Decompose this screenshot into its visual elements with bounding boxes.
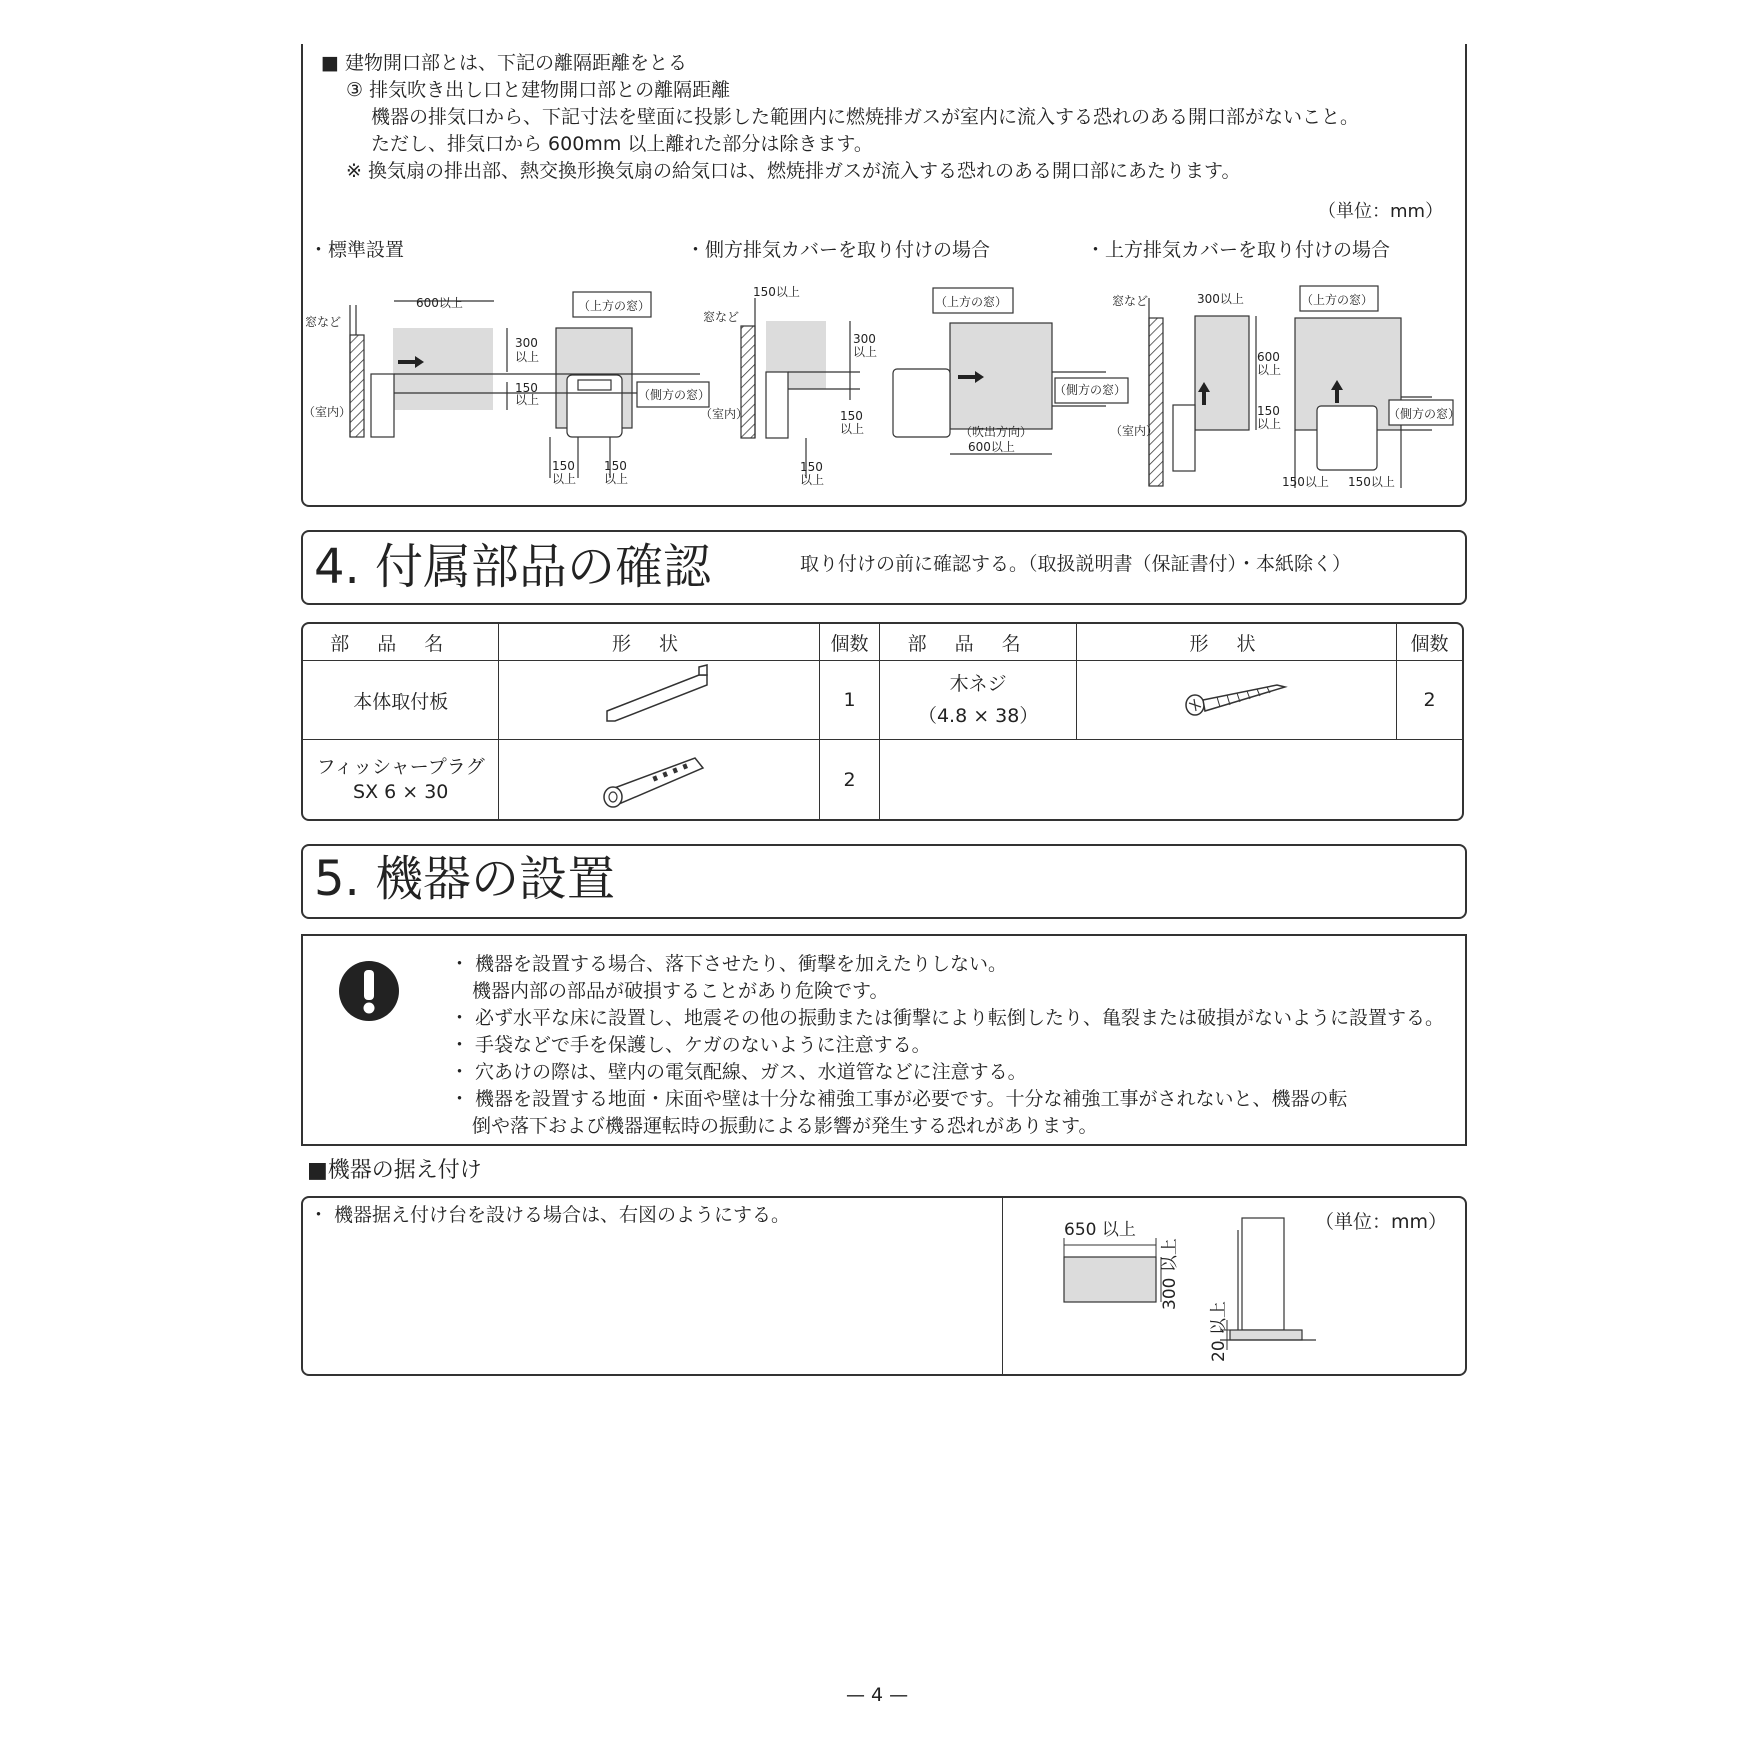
mount-text: ・ 機器据え付け台を設ける場合は、右図のようにする。	[309, 1204, 791, 1226]
svg-text:（吹出方向）: （吹出方向）	[960, 425, 1033, 439]
svg-text:窓など: 窓など	[1112, 294, 1149, 308]
svg-text:（室内）: （室内）	[1110, 424, 1159, 438]
header-qty-2: 個数	[1397, 624, 1462, 661]
part-name: 本体取付板	[303, 661, 499, 740]
svg-text:150: 150	[515, 381, 538, 395]
clearance-area	[393, 328, 493, 410]
part-shape	[499, 740, 819, 819]
svg-text:300以上: 300以上	[1197, 292, 1244, 306]
diagram-top-title: ・上方排気カバーを取り付けの場合	[1086, 239, 1391, 261]
diagram-side-title: ・側方排気カバーを取り付けの場合	[686, 239, 991, 261]
svg-text:600以上: 600以上	[416, 296, 463, 310]
part-name-main: フィッシャープラグ	[316, 755, 485, 778]
page-number: — 4 —	[846, 1684, 909, 1706]
svg-text:以上: 以上	[1257, 363, 1282, 377]
header-shape-2: 形状	[1077, 624, 1397, 661]
svg-text:以上: 以上	[552, 472, 577, 486]
svg-text:300: 300	[515, 336, 538, 350]
svg-text:150: 150	[800, 460, 823, 474]
table-row	[303, 661, 1462, 740]
section5-title: 5. 機器の設置	[314, 851, 616, 907]
part-qty-2: 2	[1397, 661, 1462, 740]
label-20: 20 以上	[1209, 1300, 1229, 1362]
section3-note: ※ 換気扇の排出部、熱交換形換気扇の給気口は、燃焼排ガスが流入する恐れのある開口部にあたります。	[346, 160, 1241, 182]
header-qty: 個数	[820, 624, 881, 661]
warning-3: ・ 手袋などで手を保護し、ケガのないように注意する。	[450, 1034, 931, 1056]
header-part-name: 部品名	[303, 624, 499, 661]
mount-subheading: ■機器の据え付け	[307, 1158, 482, 1183]
svg-text:以上: 以上	[515, 350, 540, 364]
svg-text:300: 300	[853, 332, 876, 346]
unit-label: （単位：mm）	[1318, 201, 1444, 222]
unit-side-view	[371, 374, 394, 437]
section4-title: 4. 付属部品の確認	[314, 539, 712, 595]
svg-text:（側方の窓）: （側方の窓）	[1054, 383, 1127, 397]
svg-text:150: 150	[604, 459, 627, 473]
warning-4: ・ 穴あけの際は、壁内の電気配線、ガス、水道管などに注意する。	[450, 1061, 1027, 1083]
warning-5: ・ 機器を設置する地面・床面や壁は十分な補強工事が必要です。十分な補強工事がされないと、機器の転	[450, 1088, 1348, 1110]
svg-text:150: 150	[552, 459, 575, 473]
warning-1: ・ 機器を設置する場合、落下させたり、衝撃を加えたりしない。	[450, 953, 1008, 975]
svg-text:窓など: 窓など	[305, 315, 342, 329]
diagram-top	[1149, 286, 1453, 488]
part-name-2	[880, 661, 1076, 740]
label-650: 650 以上	[1064, 1220, 1136, 1240]
section3-line1: 機器の排気口から、下記寸法を壁面に投影した範囲内に燃焼排ガスが室内に流入する恐れのある開口部がないこと。	[371, 106, 1360, 128]
mount-base	[1230, 1330, 1302, 1340]
svg-text:（室内）: （室内）	[303, 405, 352, 419]
svg-text:以上: 以上	[840, 422, 865, 436]
svg-text:以上: 以上	[853, 345, 878, 359]
part-qty: 1	[820, 661, 881, 740]
part-name-2-main: 木ネジ	[949, 672, 1007, 695]
svg-text:150以上: 150以上	[753, 285, 800, 299]
warning-5b: 倒や落下および機器運転時の振動による影響が発生する恐れがあります。	[472, 1115, 1098, 1137]
mount-divider	[1002, 1198, 1003, 1374]
wall-hatch	[350, 335, 364, 437]
svg-text:（側方の窓）: （側方の窓）	[1388, 407, 1461, 421]
svg-text:600以上: 600以上	[968, 440, 1015, 454]
warning-1b: 機器内部の部品が破損することがあり危険です。	[472, 980, 889, 1002]
part-shape	[499, 661, 819, 740]
mount-diagram	[1020, 1210, 1320, 1365]
unit-side-profile	[1242, 1218, 1284, 1330]
svg-text:150: 150	[1257, 404, 1280, 418]
section3-line2: ただし、排気口から 600mm 以上離れた部分は除きます。	[371, 133, 873, 155]
part-name	[303, 740, 499, 819]
svg-text:600: 600	[1257, 350, 1280, 364]
warning-2: ・ 必ず水平な床に設置し、地震その他の振動または衝撃により転倒したり、亀裂または破損がないように設置する。	[450, 1007, 1445, 1029]
svg-text:（上方の窓）: （上方の窓）	[935, 295, 1008, 309]
empty-cell	[880, 740, 1462, 819]
part-qty: 2	[820, 740, 881, 819]
svg-text:（上方の窓）: （上方の窓）	[578, 299, 651, 313]
part-shape-2	[1077, 661, 1397, 740]
wood-screw-icon	[1177, 673, 1297, 723]
svg-text:150以上: 150以上	[1282, 475, 1329, 489]
part-name-2-sub: （4.8 × 38）	[917, 705, 1039, 727]
svg-text:以上: 以上	[515, 393, 540, 407]
section4-subtitle: 取り付けの前に確認する。（取扱説明書（保証書付）・本紙除く）	[800, 553, 1352, 575]
warning-icon	[338, 960, 400, 1022]
parts-table	[301, 622, 1464, 821]
section3-heading: ■ 建物開口部とは、下記の離隔距離をとる	[321, 52, 687, 74]
svg-text:以上: 以上	[1257, 417, 1282, 431]
base-top-view	[1064, 1257, 1156, 1302]
table-header-row	[303, 624, 1462, 661]
svg-text:150: 150	[840, 409, 863, 423]
table-row	[303, 740, 1462, 819]
clearance-diagrams	[0, 0, 1754, 520]
section3-item3: ③ 排気吹き出し口と建物開口部との離隔距離	[346, 79, 731, 101]
svg-text:（側方の窓）: （側方の窓）	[638, 388, 711, 402]
header-part-name-2: 部品名	[880, 624, 1076, 661]
diagram-standard-title: ・標準設置	[309, 239, 405, 261]
part-name-sub: SX 6 × 30	[353, 780, 449, 803]
fischer-plug-icon	[599, 742, 719, 812]
svg-text:以上: 以上	[800, 473, 825, 487]
mounting-plate-icon	[599, 663, 719, 733]
svg-text:（上方の窓）: （上方の窓）	[1301, 293, 1374, 307]
header-shape: 形状	[499, 624, 819, 661]
svg-text:以上: 以上	[604, 472, 629, 486]
svg-text:窓など: 窓など	[703, 310, 740, 324]
svg-text:（室内）: （室内）	[700, 407, 749, 421]
svg-text:150以上: 150以上	[1348, 475, 1395, 489]
label-300: 300 以上	[1160, 1238, 1180, 1310]
mount-unit: （単位：mm）	[1315, 1211, 1448, 1233]
